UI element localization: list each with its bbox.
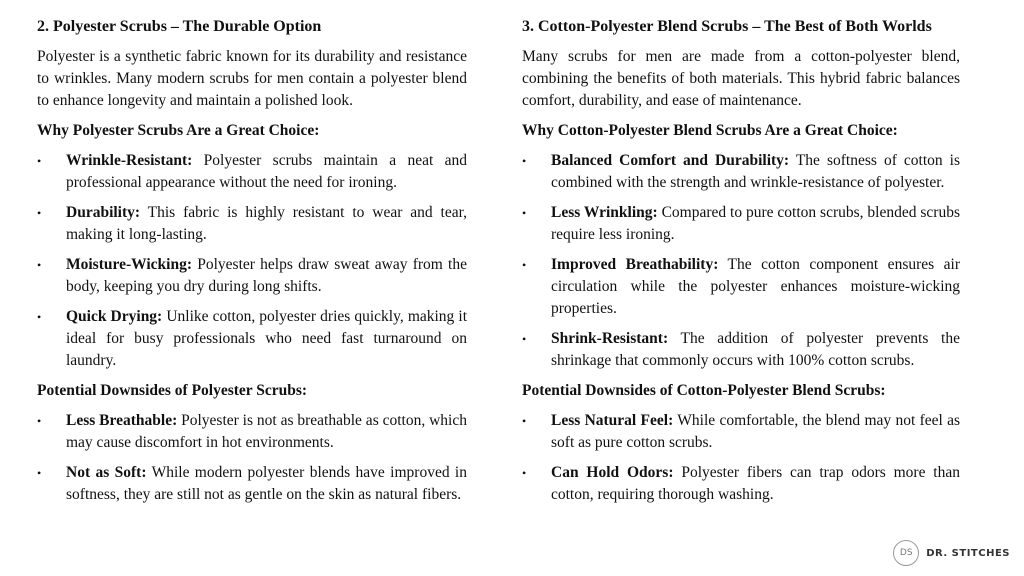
logo-mark-icon: DS bbox=[893, 540, 919, 566]
benefits-list bbox=[522, 150, 960, 372]
item-term: Can Hold Odors: bbox=[551, 464, 674, 481]
list-item bbox=[522, 202, 960, 246]
downsides-list bbox=[522, 410, 960, 506]
item-term: Less Breathable: bbox=[66, 412, 178, 429]
item-term: Moisture-Wicking: bbox=[66, 256, 193, 273]
bullet-icon: • bbox=[37, 154, 42, 168]
item-term: Shrink-Resistant: bbox=[551, 330, 669, 347]
bullet-icon: • bbox=[37, 466, 42, 480]
right-column bbox=[522, 12, 960, 514]
list-item bbox=[37, 410, 467, 454]
item-text: Polyester is not as breathable as cotton, which may cause discomfort in hot environments. bbox=[66, 412, 467, 451]
bullet-icon: • bbox=[522, 332, 527, 346]
list-item bbox=[522, 328, 960, 372]
bullet-icon: • bbox=[522, 414, 527, 428]
left-column bbox=[37, 12, 467, 514]
item-text: Unlike cotton, polyester dries quickly, making it ideal for busy professionals who need fast turnaround on laundry. bbox=[66, 308, 467, 369]
benefits-heading: Why Polyester Scrubs Are a Great Choice: bbox=[37, 122, 320, 139]
item-text: Polyester scrubs maintain a neat and professional appearance without the need for ironing. bbox=[66, 152, 467, 191]
bullet-icon: • bbox=[522, 154, 527, 168]
item-text: Compared to pure cotton scrubs, blended scrubs require less ironing. bbox=[551, 204, 960, 243]
list-item bbox=[522, 150, 960, 194]
brand-logo bbox=[893, 540, 1010, 566]
item-term: Less Natural Feel: bbox=[551, 412, 674, 429]
bullet-icon: • bbox=[37, 414, 42, 428]
downsides-heading: Potential Downsides of Polyester Scrubs: bbox=[37, 382, 308, 399]
list-item bbox=[37, 462, 467, 506]
bullet-icon: • bbox=[522, 206, 527, 220]
item-term: Quick Drying: bbox=[66, 308, 163, 325]
section-heading-blend: 3. Cotton-Polyester Blend Scrubs – The Best of Both Worlds bbox=[522, 18, 932, 35]
bullet-icon: • bbox=[37, 206, 42, 220]
list-item bbox=[37, 306, 467, 372]
bullet-icon: • bbox=[522, 258, 527, 272]
item-term: Improved Breathability: bbox=[551, 256, 719, 273]
bullet-icon: • bbox=[37, 258, 42, 272]
downsides-list bbox=[37, 410, 467, 506]
intro-paragraph: Many scrubs for men are made from a cotton-polyester blend, combining the benefits of both materials. This hybrid fabric balances comfort, durability, and ease of maintenance. bbox=[522, 48, 960, 109]
item-text: The softness of cotton is combined with the strength and wrinkle-resistance of polyester. bbox=[551, 152, 960, 191]
list-item bbox=[37, 150, 467, 194]
item-text: Polyester fibers can trap odors more than cotton, requiring thorough washing. bbox=[551, 464, 960, 503]
logo-text: DR. STITCHES bbox=[926, 547, 1010, 559]
item-term: Durability: bbox=[66, 204, 141, 221]
list-item bbox=[37, 202, 467, 246]
intro-paragraph: Polyester is a synthetic fabric known for its durability and resistance to wrinkles. Many modern scrubs for men contain a polyester blend to enhance longevity and maintain a polished look. bbox=[37, 48, 467, 109]
item-term: Not as Soft: bbox=[66, 464, 147, 481]
section-heading-polyester: 2. Polyester Scrubs – The Durable Option bbox=[37, 18, 322, 35]
item-term: Less Wrinkling: bbox=[551, 204, 658, 221]
item-term: Wrinkle-Resistant: bbox=[66, 152, 193, 169]
bullet-icon: • bbox=[522, 466, 527, 480]
item-term: Balanced Comfort and Durability: bbox=[551, 152, 790, 169]
item-text: While comfortable, the blend may not feel as soft as pure cotton scrubs. bbox=[551, 412, 961, 451]
downsides-heading: Potential Downsides of Cotton-Polyester Blend Scrubs: bbox=[522, 382, 886, 399]
benefits-heading: Why Cotton-Polyester Blend Scrubs Are a Great Choice: bbox=[522, 122, 898, 139]
item-text: While modern polyester blends have improved in softness, they are still not as gentle on the skin as natural fibers. bbox=[66, 464, 467, 503]
item-text: The cotton component ensures air circulation while the polyester enhances moisture-wicking properties. bbox=[551, 256, 960, 317]
list-item bbox=[522, 410, 960, 454]
item-text: Polyester helps draw sweat away from the body, keeping you dry during long shifts. bbox=[66, 256, 467, 295]
list-item bbox=[522, 254, 960, 320]
list-item bbox=[522, 462, 960, 506]
benefits-list bbox=[37, 150, 467, 372]
item-text: The addition of polyester prevents the shrinkage that commonly occurs with 100% cotton scrubs. bbox=[551, 330, 960, 369]
bullet-icon: • bbox=[37, 310, 42, 324]
item-text: This fabric is highly resistant to wear and tear, making it long-lasting. bbox=[66, 204, 467, 243]
list-item bbox=[37, 254, 467, 298]
